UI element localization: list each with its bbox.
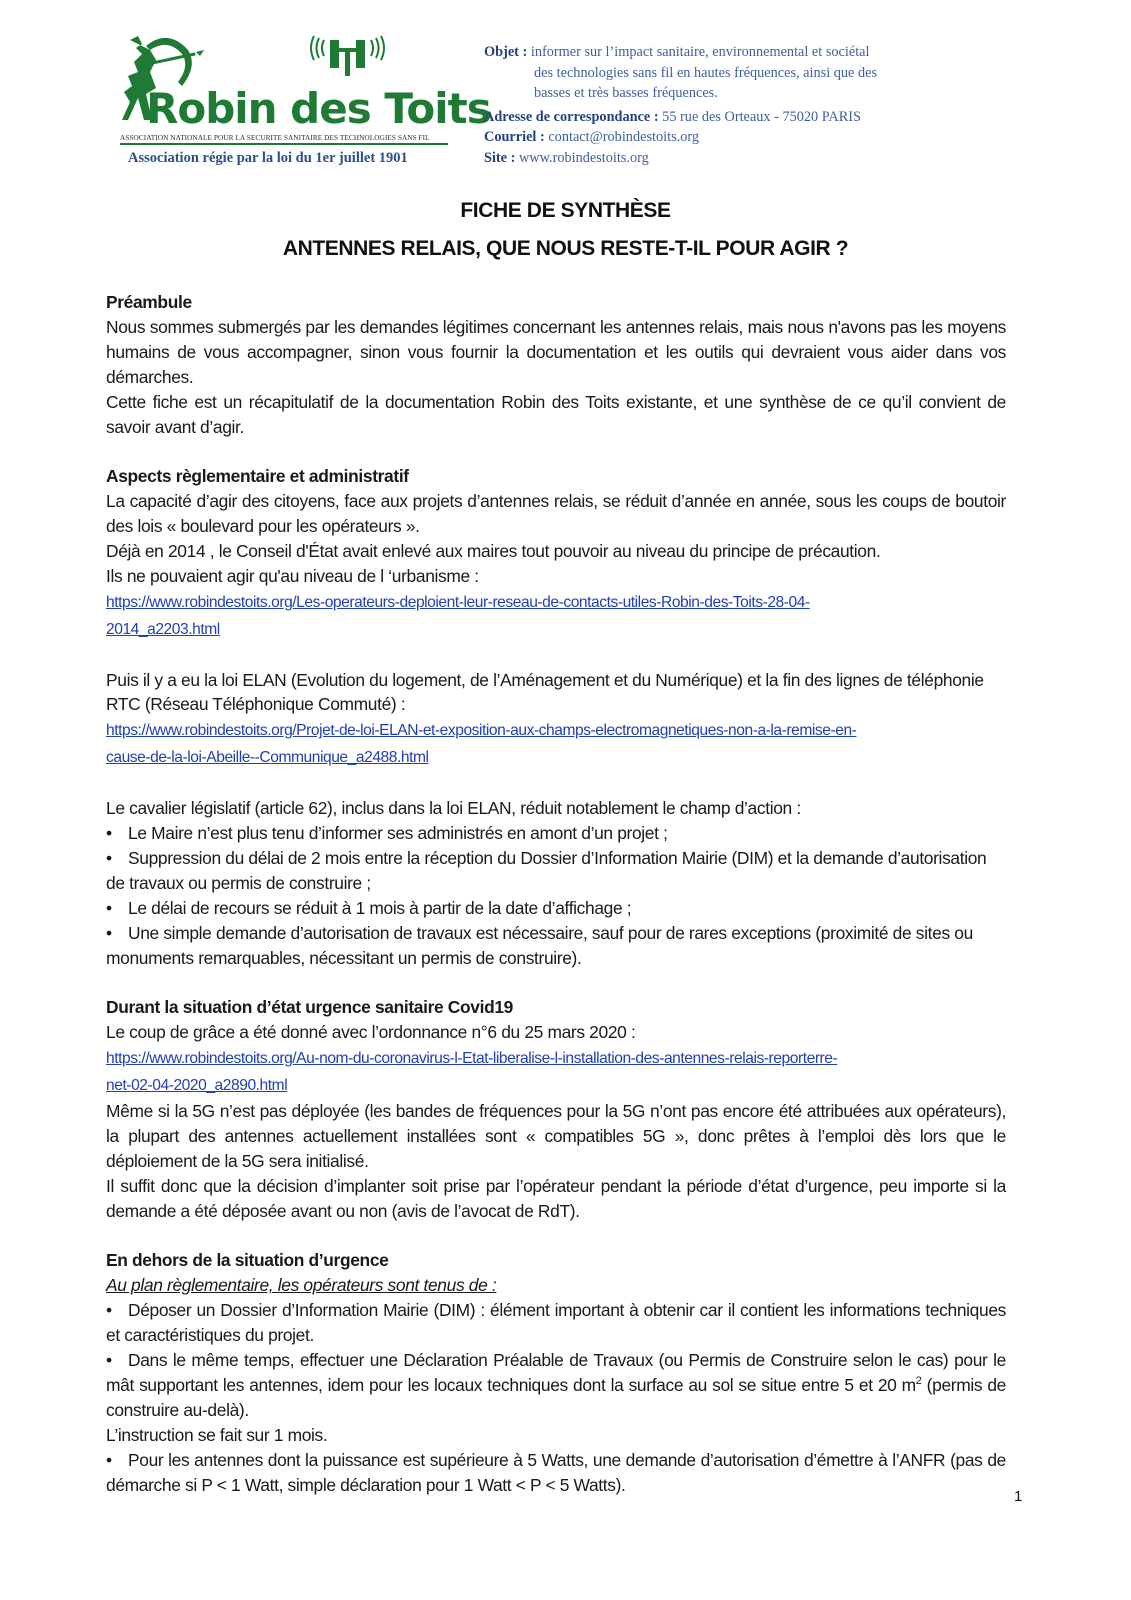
link-elan[interactable] [106, 717, 1006, 771]
document-title [0, 196, 1131, 264]
heading-hors-urgence: En dehors de la situation d’urgence [106, 1250, 389, 1271]
link-elan-line-1[interactable]: https://www.robindestoits.org/Projet-de-loi-ELAN-et-exposition-aux-champs-electromagnetiques-non-a-la-remise-en- [106, 722, 857, 740]
email-label: Courriel : [484, 129, 545, 145]
title-line-1: FICHE DE SYNTHÈSE [460, 199, 671, 222]
heading-covid: Durant la situation d’état urgence sanitaire Covid19 [106, 997, 514, 1018]
document-body [106, 290, 1006, 1497]
aspects-paragraph-3: Ils ne pouvaient agir qu'au niveau de l ‘urbanisme : [106, 565, 479, 586]
bullet-text: Dans le même temps, effectuer une Déclaration Préalable de Travaux (ou Permis de Construire selon le cas) pour le mât supportant les antennes, idem pour les locaux techniques dont la surface au sol se situe entre 5 et 20 m [106, 1349, 1006, 1395]
covid-paragraph-1: Le coup de grâce a été donné avec l’ordonnance n°6 du 25 mars 2020 : [106, 1022, 636, 1043]
link-elan-line-2[interactable]: cause-de-la-loi-Abeille--Communique_a2488.html [106, 749, 429, 767]
link-2014[interactable] [106, 589, 1006, 643]
link-2014-line-1[interactable]: https://www.robindestoits.org/Les-operateurs-deploient-leur-reseau-de-contacts-utiles-Robin-des-Toits-28-04- [106, 593, 810, 611]
bullet-item: • Déposer un Dossier d’Information Mairie (DIM) : élément important à obtenir car il contient les informations techniques et caractéristiques du projet. [106, 1298, 1006, 1348]
preambule-paragraph-1: Nous sommes submergés par les demandes légitimes concernant les antennes relais, mais nous n'avons pas les moyens humains de vous accompagner, sinon vous fournir la documentation et les outils qui devraient vous aider dans vos démarches. [106, 316, 1006, 387]
covid-paragraph-2: Même si la 5G n’est pas déployée (les bandes de fréquences pour la 5G n’ont pas encore été attribuées aux opérateurs), la plupart des antennes actuellement installées sont « compatibles 5G », donc prêtes à l’emploi dès lors que le déploiement de la 5G sera initialisé. [106, 1100, 1006, 1171]
bullet-item: • Le Maire n’est plus tenu d’informer ses administrés en amont d’un projet ; [106, 821, 1006, 846]
objet-line-2: des technologies sans fil en hautes fréquences, ainsi que des [534, 64, 878, 81]
aspects-paragraph-2: Déjà en 2014 , le Conseil d'État avait enlevé aux maires tout pouvoir au niveau du principe de précaution. [106, 541, 881, 562]
preambule-paragraph-2: Cette fiche est un récapitulatif de la documentation Robin des Toits existante, et une synthèse de ce qu’il convient de savoir avant d’agir. [106, 391, 1006, 437]
superscript: 2 [915, 1375, 922, 1388]
link-2014-line-2[interactable]: 2014_a2203.html [106, 620, 220, 638]
address-row [484, 107, 924, 128]
logo-name: Robin des Toits [146, 84, 491, 133]
link-covid-line-2[interactable]: net-02-04-2020_a2890.html [106, 1077, 288, 1095]
bullet-item: • Une simple demande d’autorisation de travaux est nécessaire, sauf pour de rares exceptions (proximité de sites ou monuments remarquables, nécessitant un permis de construire). [106, 921, 1006, 971]
aspects-paragraph-5: Le cavalier législatif (article 62), inclus dans la loi ELAN, réduit notablement le champ d’action : [106, 798, 801, 819]
objet-row [484, 42, 924, 63]
site-value[interactable]: www.robindestoits.org [518, 149, 649, 166]
bullet-item [106, 1348, 1006, 1423]
link-covid-line-1[interactable]: https://www.robindestoits.org/Au-nom-du-coronavirus-l-Etat-liberalise-l-installation-des-antennes-relais-reporterre- [106, 1050, 838, 1068]
aspects-paragraph-4: Puis il y a eu la loi ELAN (Evolution du logement, de l’Aménagement et du Numérique) et la fin des lignes de téléphonie RTC (Réseau Téléphonique Commuté) : [106, 669, 984, 715]
heading-aspects: Aspects règlementaire et administratif [106, 466, 409, 487]
legal-status: Association régie par la loi du 1er juillet 1901 [128, 150, 408, 166]
site-label: Site : [484, 149, 516, 166]
objet-label: Objet : [484, 44, 528, 60]
heading-preambule: Préambule [106, 292, 192, 312]
bullet-item: • Pour les antennes dont la puissance est supérieure à 5 Watts, une demande d’autorisation d’émettre à l’ANFR (pas de démarche si P < 1 Watt, simple déclaration pour 1 Watt < P < 5 Watts). [106, 1448, 1006, 1498]
bullet-item: • Le délai de recours se réduit à 1 mois à partir de la date d’affichage ; [106, 896, 1006, 921]
subheading-reglementaire: Au plan règlementaire, les opérateurs sont tenus de : [106, 1275, 497, 1296]
letterhead [0, 0, 1131, 180]
address-label: Adresse de correspondance : [484, 108, 659, 125]
page-number: 1 [1014, 1488, 1023, 1505]
address-value: 55 rue des Orteaux - 75020 PARIS [662, 108, 861, 125]
aspects-paragraph-1: La capacité d’agir des citoyens, face aux projets d’antennes relais, se réduit d’année en année, sous les coups de boutoir des lois « boulevard pour les opérateurs ». [106, 491, 1006, 537]
title-line-2: ANTENNES RELAIS, QUE NOUS RESTE-T-IL POUR AGIR ? [282, 237, 849, 260]
bullet-text: (permis de construire au-delà). [106, 1374, 1006, 1420]
link-covid[interactable] [106, 1045, 1006, 1099]
contact-block [484, 42, 924, 168]
objet-line-1: informer sur l’impact sanitaire, environnemental et sociétal [530, 44, 870, 60]
logo-tagline: ASSOCIATION NATIONALE POUR LA SECURITE SANITAIRE DES TECHNOLOGIES SANS FIL [120, 133, 448, 145]
email-row [484, 127, 924, 148]
instruction-note: L’instruction se fait sur 1 mois. [106, 1424, 328, 1445]
covid-paragraph-3: Il suffit donc que la décision d’implanter soit prise par l’opérateur pendant la période d’état d’urgence, peu importe si la demande a été déposée avant ou non (avis de l’avocat de RdT). [106, 1175, 1006, 1221]
site-row [484, 148, 924, 169]
email-value[interactable]: contact@robindestoits.org [548, 129, 700, 145]
bullet-item: • Suppression du délai de 2 mois entre la réception du Dossier d’Information Mairie (DIM) et la demande d’autorisation de travaux ou permis de construire ; [106, 846, 1006, 896]
objet-line-3: basses et très basses fréquences. [534, 85, 718, 101]
logo [116, 32, 491, 172]
